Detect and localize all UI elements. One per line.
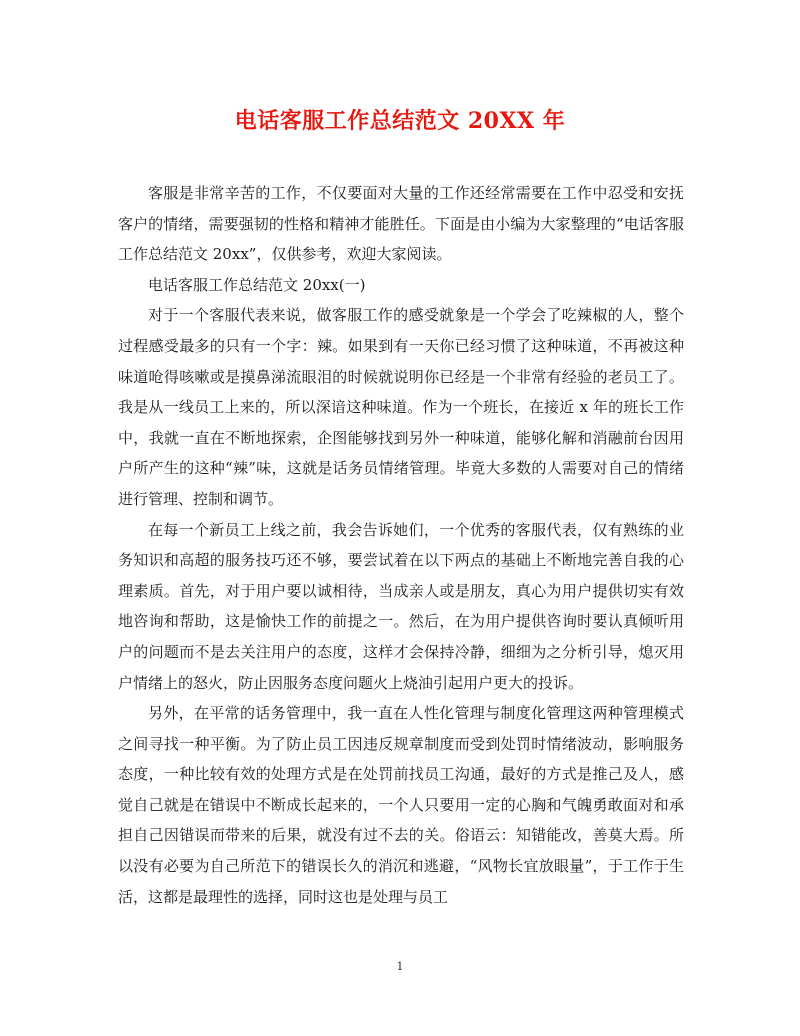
document-body: [118, 178, 684, 912]
document-title: 电话客服工作总结范文 20XX 年: [234, 108, 566, 134]
page-number: 1: [396, 960, 404, 973]
section-heading: 电话客服工作总结范文 20xx(一): [148, 275, 366, 294]
intro-paragraph: 客服是非常辛苦的工作，不仅要面对大量的工作还经常需要在工作中忍受和安抚客户的情绪，需要强韧的性格和精神才能胜任。下面是由小编为大家整理的“电话客服工作总结范文 20xx”，仅供参考，欢迎大家阅读。: [118, 184, 684, 264]
body-paragraph: 另外，在平常的话务管理中，我一直在人性化管理与制度化管理这两种管理模式之间寻找一种平衡。为了防止员工因违反规章制度而受到处罚时情绪波动，影响服务态度，一种比较有效的处理方式是在处罚前找员工沟通，最好的方式是推己及人，感觉自己就是在错误中不断成长起来的，一个人只要用一定的心胸和气魄勇敢面对和承担自己因错误而带来的后果，就没有过不去的关。俗语云：知错能改，善莫大焉。所以没有必要为自己所范下的错误长久的消沉和逃避，“风物长宜放眼量”，于工作于生活，这都是最理性的选择，同时这也是处理与员工: [118, 704, 684, 906]
body-paragraph: 对于一个客服代表来说，做客服工作的感受就象是一个学会了吃辣椒的人，整个过程感受最多的只有一个字：辣。如果到有一天你已经习惯了这种味道，不再被这种味道呛得咳嗽或是摸鼻涕流眼泪的时候就说明你已经是一个非常有经验的老员工了。我是从一线员工上来的，所以深谙这种味道。作为一个班长，在接近 x 年的班长工作中，我就一直在不断地探索，企图能够找到另外一种味道，能够化解和消融前台因用户所产生的这种“辣”味，这就是话务员情绪管理。毕竟大多数的人需要对自己的情绪进行管理、控制和调节。: [118, 306, 684, 508]
body-paragraph: 在每一个新员工上线之前，我会告诉她们，一个优秀的客服代表，仅有熟练的业务知识和高超的服务技巧还不够，要尝试着在以下两点的基础上不断地完善自我的心理素质。首先，对于用户要以诚相待，当成亲人或是朋友，真心为用户提供切实有效地咨询和帮助，这是愉快工作的前提之一。然后，在为用户提供咨询时要认真倾听用户的问题而不是去关注用户的态度，这样才会保持冷静，细细为之分析引导，熄灭用户情绪上的怒火，防止因服务态度问题火上烧油引起用户更大的投诉。: [118, 520, 684, 692]
